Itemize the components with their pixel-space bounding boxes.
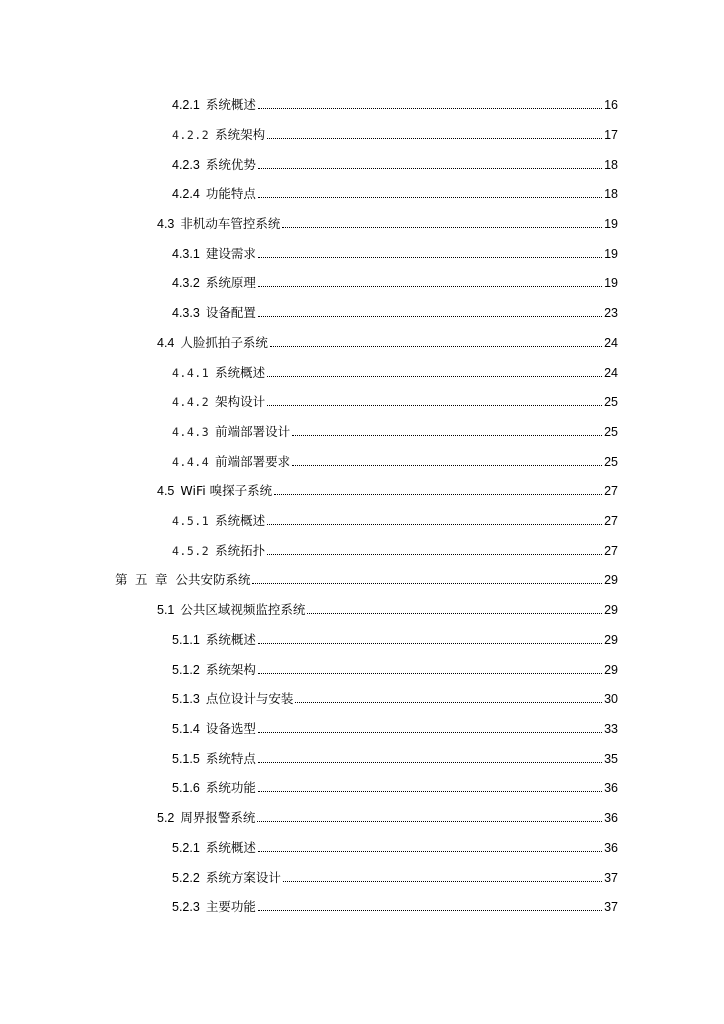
toc-title: 设备选型 [205, 721, 256, 736]
toc-title: 系统架构 [205, 662, 256, 677]
dot-leader [282, 227, 602, 228]
toc-entry-4-2-2[interactable] [172, 121, 618, 143]
toc-page-number: 29 [604, 663, 618, 677]
toc-entry-5-1-5[interactable] [172, 745, 618, 767]
dot-leader [292, 435, 602, 436]
dot-leader [252, 583, 602, 584]
toc-entry-5-2[interactable] [157, 804, 618, 826]
toc-title: 系统原理 [205, 275, 256, 290]
toc-entry-4-4-3[interactable] [172, 418, 618, 440]
toc-page-number: 36 [604, 811, 618, 825]
dot-leader [258, 732, 602, 733]
toc-number: 4.4.4 [172, 455, 210, 469]
toc-number: 4.2.2 [172, 128, 210, 142]
toc-number: 5.1.3 [172, 692, 200, 706]
toc-number: 4.5.1 [172, 514, 210, 528]
toc-entry-4-3-3[interactable] [172, 299, 618, 321]
toc-number: 4.3.3 [172, 306, 200, 320]
toc-entry-5-1-3[interactable] [172, 685, 618, 707]
dot-leader [267, 524, 602, 525]
toc-number: 4.5 [157, 484, 175, 498]
toc-title: 功能特点 [205, 186, 256, 201]
toc-number: 4.4.1 [172, 366, 210, 380]
toc-number: 5.2 [157, 811, 175, 825]
toc-title: 人脸抓拍子系统 [180, 335, 268, 350]
toc-page-number: 35 [604, 752, 618, 766]
dot-leader [283, 881, 602, 882]
toc-number: 4.3 [157, 217, 175, 231]
toc-title: WiFi 嗅探子系统 [180, 483, 273, 498]
toc-title: 前端部署要求 [215, 454, 291, 469]
dot-leader [267, 376, 602, 377]
toc-page-number: 17 [604, 128, 618, 142]
toc-title: 系统概述 [205, 97, 256, 112]
toc-page-number: 37 [604, 900, 618, 914]
toc-page-number: 19 [604, 247, 618, 261]
toc-number: 5.2.1 [172, 841, 200, 855]
dot-leader [267, 554, 602, 555]
toc-page-number: 29 [604, 633, 618, 647]
toc-page-number: 29 [604, 573, 618, 587]
toc-entry-chapter-5[interactable] [115, 566, 618, 588]
toc-title: 主要功能 [205, 899, 256, 914]
toc-entry-4-5[interactable] [157, 477, 618, 499]
toc-title: 公共区域视频监控系统 [180, 602, 306, 617]
toc-entry-4-4-4[interactable] [172, 448, 618, 470]
toc-number: 4.4 [157, 336, 175, 350]
toc-number: 4.2.3 [172, 158, 200, 172]
dot-leader [258, 316, 602, 317]
dot-leader [258, 168, 602, 169]
toc-page-number: 29 [604, 603, 618, 617]
toc-entry-4-3[interactable] [157, 210, 618, 232]
toc-page-number: 16 [604, 98, 618, 112]
toc-page-number: 30 [604, 692, 618, 706]
toc-entry-4-3-1[interactable] [172, 240, 618, 262]
toc-page-number: 37 [604, 871, 618, 885]
toc-entry-4-4-2[interactable] [172, 388, 618, 410]
toc-title: 系统概述 [215, 365, 266, 380]
toc-entry-4-4-1[interactable] [172, 359, 618, 381]
toc-page-number: 19 [604, 276, 618, 290]
toc-title: 建设需求 [205, 246, 256, 261]
dot-leader [258, 673, 602, 674]
dot-leader [307, 613, 602, 614]
dot-leader [267, 138, 602, 139]
dot-leader [258, 197, 602, 198]
toc-page-number: 24 [604, 366, 618, 380]
toc-title: 系统功能 [205, 780, 256, 795]
toc-title: 系统架构 [215, 127, 266, 142]
toc-number: 4.5.2 [172, 544, 210, 558]
toc-entry-5-1-6[interactable] [172, 774, 618, 796]
toc-page-number: 25 [604, 455, 618, 469]
toc-number: 5.1.5 [172, 752, 200, 766]
toc-title: 周界报警系统 [180, 810, 256, 825]
toc-number: 4.2.1 [172, 98, 200, 112]
toc-entry-5-1[interactable] [157, 596, 618, 618]
dot-leader [257, 821, 602, 822]
toc-entry-4-5-1[interactable] [172, 507, 618, 529]
dot-leader [274, 494, 602, 495]
toc-page-number: 19 [604, 217, 618, 231]
toc-title: 点位设计与安装 [205, 691, 294, 706]
dot-leader [258, 851, 602, 852]
toc-title: 系统方案设计 [205, 870, 281, 885]
toc-number: 5.2.2 [172, 871, 200, 885]
toc-entry-4-5-2[interactable] [172, 537, 618, 559]
toc-entry-4-2-4[interactable] [172, 180, 618, 202]
toc-page-number: 18 [604, 187, 618, 201]
toc-title: 系统优势 [205, 157, 256, 172]
toc-page-number: 25 [604, 425, 618, 439]
dot-leader [258, 791, 602, 792]
toc-number: 4.4.2 [172, 395, 210, 409]
toc-title: 公共安防系统 [175, 572, 251, 587]
toc-title: 系统概述 [205, 632, 256, 647]
dot-leader [258, 762, 602, 763]
dot-leader [258, 108, 602, 109]
toc-number: 5.1.6 [172, 781, 200, 795]
toc-entry-5-2-3[interactable] [172, 893, 618, 915]
toc-page-number: 27 [604, 484, 618, 498]
toc-entry-4-3-2[interactable] [172, 269, 618, 291]
toc-title: 设备配置 [205, 305, 256, 320]
toc-page-number: 36 [604, 841, 618, 855]
toc-entry-5-1-2[interactable] [172, 656, 618, 678]
toc-page-number: 18 [604, 158, 618, 172]
toc-number: 5.1 [157, 603, 175, 617]
toc-number: 4.3.2 [172, 276, 200, 290]
toc-number: 4.2.4 [172, 187, 200, 201]
toc-page-number: 36 [604, 781, 618, 795]
toc-number: 4.4.3 [172, 425, 210, 439]
dot-leader [258, 910, 602, 911]
toc-number: 5.1.1 [172, 633, 200, 647]
dot-leader [258, 286, 602, 287]
dot-leader [267, 405, 602, 406]
toc-number: 5.1.4 [172, 722, 200, 736]
toc-page-number: 24 [604, 336, 618, 350]
toc-title: 系统拓扑 [215, 543, 266, 558]
toc-chapter-number: 第 五 章 [115, 573, 170, 587]
toc-title: 前端部署设计 [215, 424, 291, 439]
toc-title: 系统特点 [205, 751, 256, 766]
toc-entry-5-2-1[interactable] [172, 834, 618, 856]
toc-title: 架构设计 [215, 394, 266, 409]
dot-leader [292, 465, 602, 466]
toc-page-number: 27 [604, 544, 618, 558]
toc-entry-4-2-1[interactable] [172, 91, 618, 113]
toc-page-number: 27 [604, 514, 618, 528]
dot-leader [295, 702, 602, 703]
toc-entry-4-2-3[interactable] [172, 151, 618, 173]
toc-number: 4.3.1 [172, 247, 200, 261]
toc-entry-5-1-4[interactable] [172, 715, 618, 737]
dot-leader [258, 643, 602, 644]
toc-number: 5.2.3 [172, 900, 200, 914]
toc-page-number: 33 [604, 722, 618, 736]
toc-number: 5.1.2 [172, 663, 200, 677]
dot-leader [258, 257, 602, 258]
toc-entry-5-1-1[interactable] [172, 626, 618, 648]
toc-entry-5-2-2[interactable] [172, 864, 618, 886]
toc-entry-4-4[interactable] [157, 329, 618, 351]
toc-title: 非机动车管控系统 [180, 216, 281, 231]
toc-page-number: 23 [604, 306, 618, 320]
toc-page-number: 25 [604, 395, 618, 409]
toc-title: 系统概述 [205, 840, 256, 855]
dot-leader [270, 346, 602, 347]
toc-title: 系统概述 [215, 513, 266, 528]
